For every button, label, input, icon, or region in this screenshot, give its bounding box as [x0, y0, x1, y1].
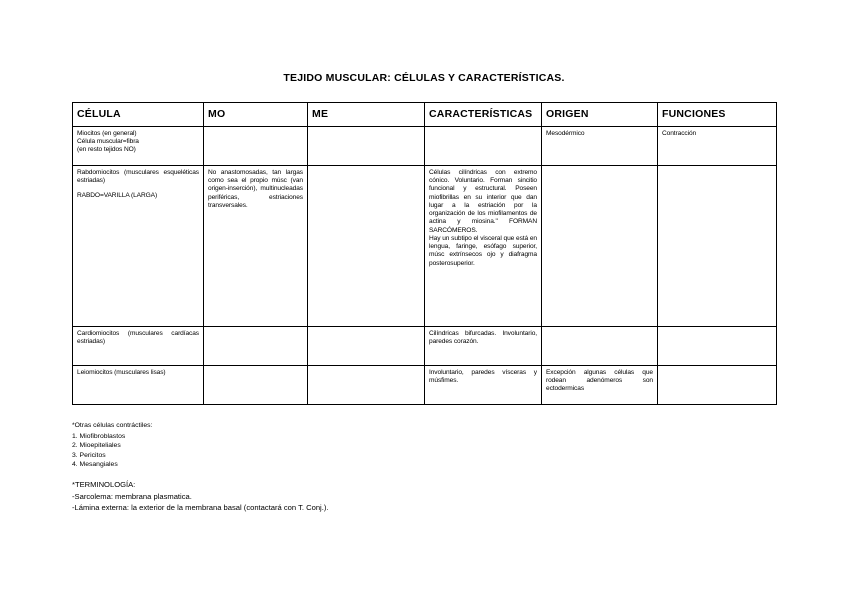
cell-origen	[542, 166, 658, 327]
cell-mo	[204, 327, 308, 366]
caracteristicas-text: Células cilíndricas con extremo cónico. Voluntario. Forman sincitio funcional y estructural. Poseen miofibrillas en su interior que dan lugar a la estriación por la organización de los miofilamentos de actina y miosina." FORMAN SARCÓMEROS.	[429, 169, 537, 234]
spacer	[77, 185, 199, 192]
header-funciones: FUNCIONES	[658, 103, 777, 127]
caracteristicas-extra: Hay un subtipo el visceral que está en lengua, faringe, esófago superior, músc extrínsecos ojo y diafragma posterosuperior.	[429, 234, 537, 267]
notes-item: 1. Miofibroblastos	[72, 432, 126, 440]
celula-line: (en resto tejidos NO)	[77, 146, 136, 154]
cell-mo	[204, 366, 308, 405]
cell-me	[308, 127, 425, 166]
table-row	[73, 366, 777, 405]
cell-caracteristicas: Cilíndricas bifurcadas. Involuntario, paredes corazón.	[425, 327, 542, 366]
celula-line: Miocitos (en general)	[77, 130, 137, 137]
cell-mo	[204, 127, 308, 166]
document-title: TEJIDO MUSCULAR: CÉLULAS Y CARACTERÍSTICAS.	[283, 72, 565, 84]
header-mo: MO	[204, 103, 308, 127]
cell-me	[308, 327, 425, 366]
cell-caracteristicas	[425, 127, 542, 166]
cell-origen: Excepción algunas células que rodean adenómeros son ectodermicas	[542, 366, 658, 405]
cell-origen: Mesodérmico	[542, 127, 658, 166]
notes-item: 4. Mesangiales	[72, 461, 118, 469]
terminology-item: -Lámina externa: la exterior de la membrana basal (contactará con T. Conj.).	[72, 503, 329, 513]
cell-funciones	[658, 166, 777, 327]
cell-me	[308, 166, 425, 327]
cell-celula	[73, 366, 204, 405]
cell-celula	[73, 166, 204, 327]
cell-characteristics-table	[72, 102, 777, 405]
table-header-row	[73, 103, 777, 127]
celula-line: Célula muscular=fibra	[77, 138, 139, 146]
cell-celula	[73, 127, 204, 166]
celula-line: Cardiomiocitos (musculares cardíacas estriadas)	[77, 330, 199, 346]
cell-mo: No anastomosadas, tan largas como sea el propio músc (van origen-inserción), multinucleadas periféricas, estriaciones transversales.	[204, 166, 308, 327]
cell-funciones: Contracción	[658, 127, 777, 166]
celula-line: Leiomiocitos (musculares lisas)	[77, 369, 166, 376]
celula-line: RABDO=VARILLA (LARGA)	[77, 192, 158, 200]
table-row	[73, 127, 777, 166]
notes-item: 3. Pericitos	[72, 451, 106, 459]
cell-funciones	[658, 366, 777, 405]
cell-origen	[542, 327, 658, 366]
header-origen: ORIGEN	[542, 103, 658, 127]
terminology-heading: *TERMINOLOGÍA:	[72, 480, 136, 489]
cell-caracteristicas: Involuntario, paredes vísceras y músfimes.	[425, 366, 542, 405]
cell-funciones	[658, 327, 777, 366]
notes-item: 2. Mioepiteliales	[72, 442, 121, 450]
header-me: ME	[308, 103, 425, 127]
cell-celula	[73, 327, 204, 366]
celula-line: Rabdomiocitos (musculares esqueléticas estriadas)	[77, 169, 199, 185]
header-caracteristicas: CARACTERÍSTICAS	[425, 103, 542, 127]
notes-heading: *Otras células contráctiles:	[72, 422, 153, 429]
header-celula: CÉLULA	[73, 103, 204, 127]
terminology-item: -Sarcolema: membrana plasmatica.	[72, 491, 192, 501]
terminology-section	[72, 479, 329, 514]
table-row	[73, 327, 777, 366]
other-contractile-cells-notes	[72, 421, 152, 470]
table-row	[73, 166, 777, 327]
cell-caracteristicas	[425, 166, 542, 327]
cell-me	[308, 366, 425, 405]
